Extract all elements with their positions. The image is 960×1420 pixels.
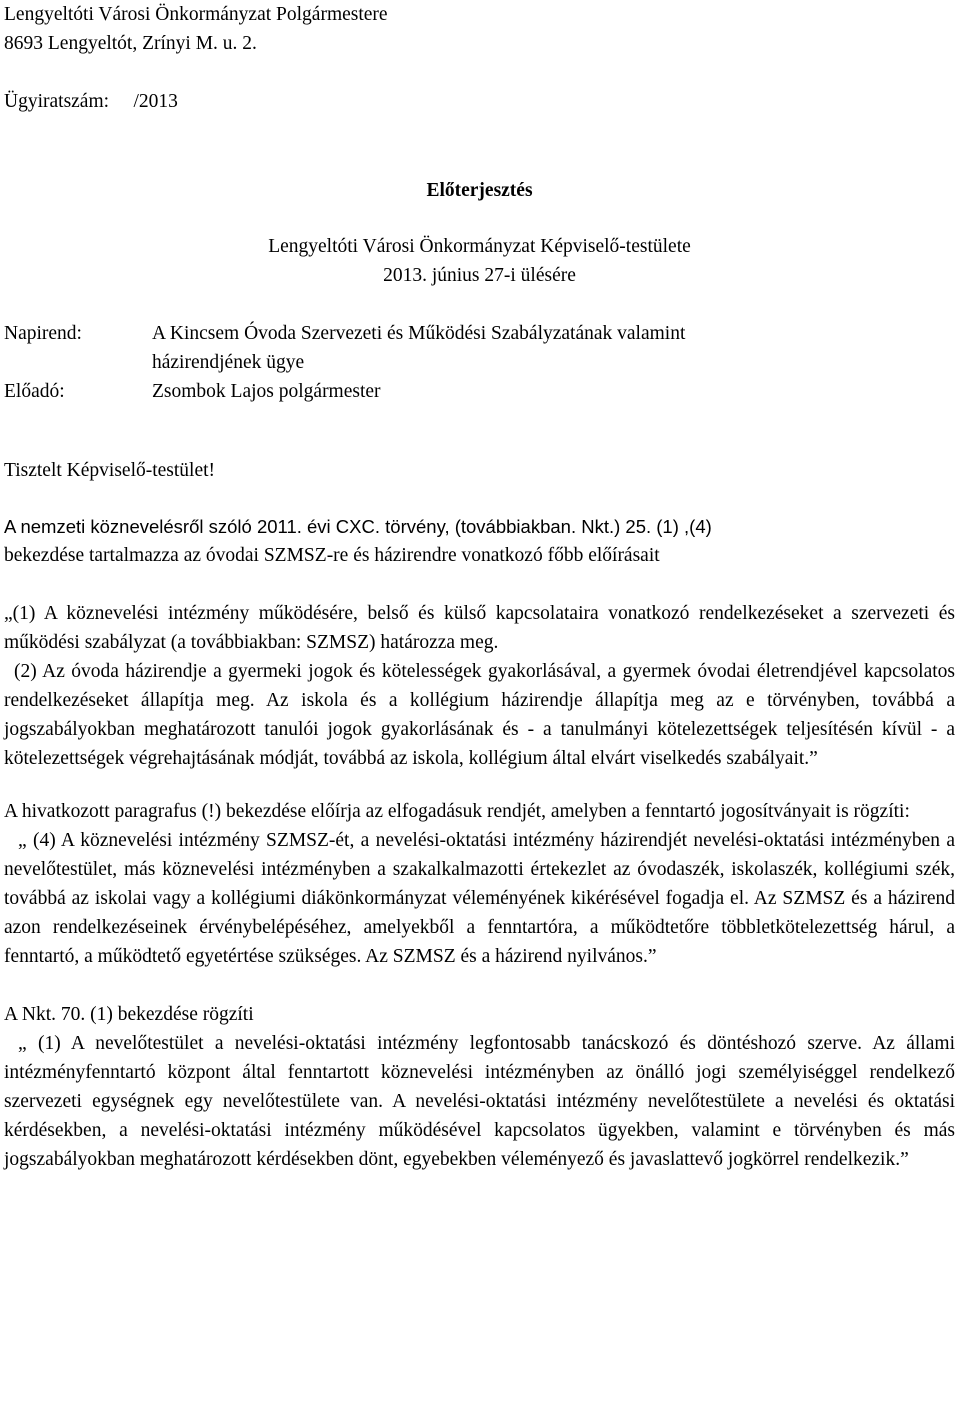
agenda-topic-label: Napirend: [4,323,82,344]
document-title: Előterjesztés [426,180,533,201]
paragraph-procedure: A hivatkozott paragrafus (!) bekezdése előírja az elfogadásuk rendjét, amelyben a fenntartó jogosítványait is rögzíti: [4,801,910,822]
agenda-block [4,319,955,406]
quote-3: „ (1) A nevelőtestület a nevelési-oktatási intézmény legfontosabb tanácskozó és döntéshozó szerve. Az állami intézményfenntartó központ által fenntartott köznevelési intézményben az önálló jogi személyiséggel rendelkező szervezeti egységnek egy nevelőtestülete van. A nevelési-oktatási intézmény nevelőtestülete a nevelési és oktatási kérdésekben, a nevelési-oktatási intézmény működésével kapcsolatos ügyekben, valamint e törvényben és más jogszabályokban meghatározott kérdésekben dönt, egyebekben véleményező és javaslattevő jogkörrel rendelkezik.” [4,1033,955,1170]
sender-address: 8693 Lengyeltót, Zrínyi M. u. 2. [4,33,257,54]
presenter-label: Előadó: [4,381,65,402]
file-number [4,87,955,116]
sender-name: Lengyeltóti Városi Önkormányzat Polgármestere [4,4,388,25]
file-number-value: /2013 [133,91,178,112]
quote-2: „ (4) A köznevelési intézmény SZMSZ-ét, a nevelési-oktatási intézmény házirendjét nevelési-oktatási intézményben a nevelőtestület, más köznevelési intézményben a szakalkalmazotti értekezlet az óvodaszék, iskolaszék, kollégiumi szék, továbbá az iskolai vagy a kollégiumi diákönkormányzat véleményének kikérésével fogadja el. Az SZMSZ és a házirend azon rendelkezéseinek érvénybelépéséhez, amelyekből a fenntartóra, a működtetőre többletkötelezettség hárul, a fenntartó, a működtető egyetértése szükséges. Az SZMSZ és a házirend nyilvános.” [4,830,955,967]
file-number-label: Ügyiratszám: [4,91,110,112]
greeting: Tisztelt Képviselő-testület! [4,460,216,481]
agenda-topic-line2: házirendjének ügye [152,352,305,373]
intro-line-1: A nemzeti köznevelésről szóló 2011. évi CXC. törvény, (továbbiakban. Nkt.) 25. (1) ,(4) [4,516,712,537]
presenter-name: Zsombok Lajos polgármester [152,381,381,402]
quote-1-paragraph-1: „(1) A köznevelési intézmény működésére, belső és külső kapcsolataira vonatkozó rendelkezéseket a szervezeti és működési szabályzat (a továbbiakban: SZMSZ) határozza meg. [4,603,955,653]
addressee-body: Lengyeltóti Városi Önkormányzat Képviselő-testülete [268,236,691,257]
intro-line-2: bekezdése tartalmazza az óvodai SZMSZ-re és házirendre vonatkozó főbb előírásait [4,545,660,566]
paragraph-nkt-70: A Nkt. 70. (1) bekezdése rögzíti [4,1004,254,1025]
quote-1-paragraph-2: (2) Az óvoda házirendje a gyermeki jogok és kötelességek gyakorlásával, a gyermek óvodai életrendjével kapcsolatos rendelkezéseket állapítja meg. Az iskola és a kollégium házirendje állapítja meg az e törvényben, továbbá a jogszabályokban meghatározott tanulói jogok gyakorlásának és - a tanulmányi kötelezettségek teljesítésén kívül - a kötelezettségek végrehajtásának módját, továbbá az iskola, kollégium által elvárt viselkedés szabályait.” [4,661,955,769]
meeting-date: 2013. június 27-i ülésére [383,265,576,286]
agenda-topic-line1: A Kincsem Óvoda Szervezeti és Működési Szabályzatának valamint [152,323,686,344]
